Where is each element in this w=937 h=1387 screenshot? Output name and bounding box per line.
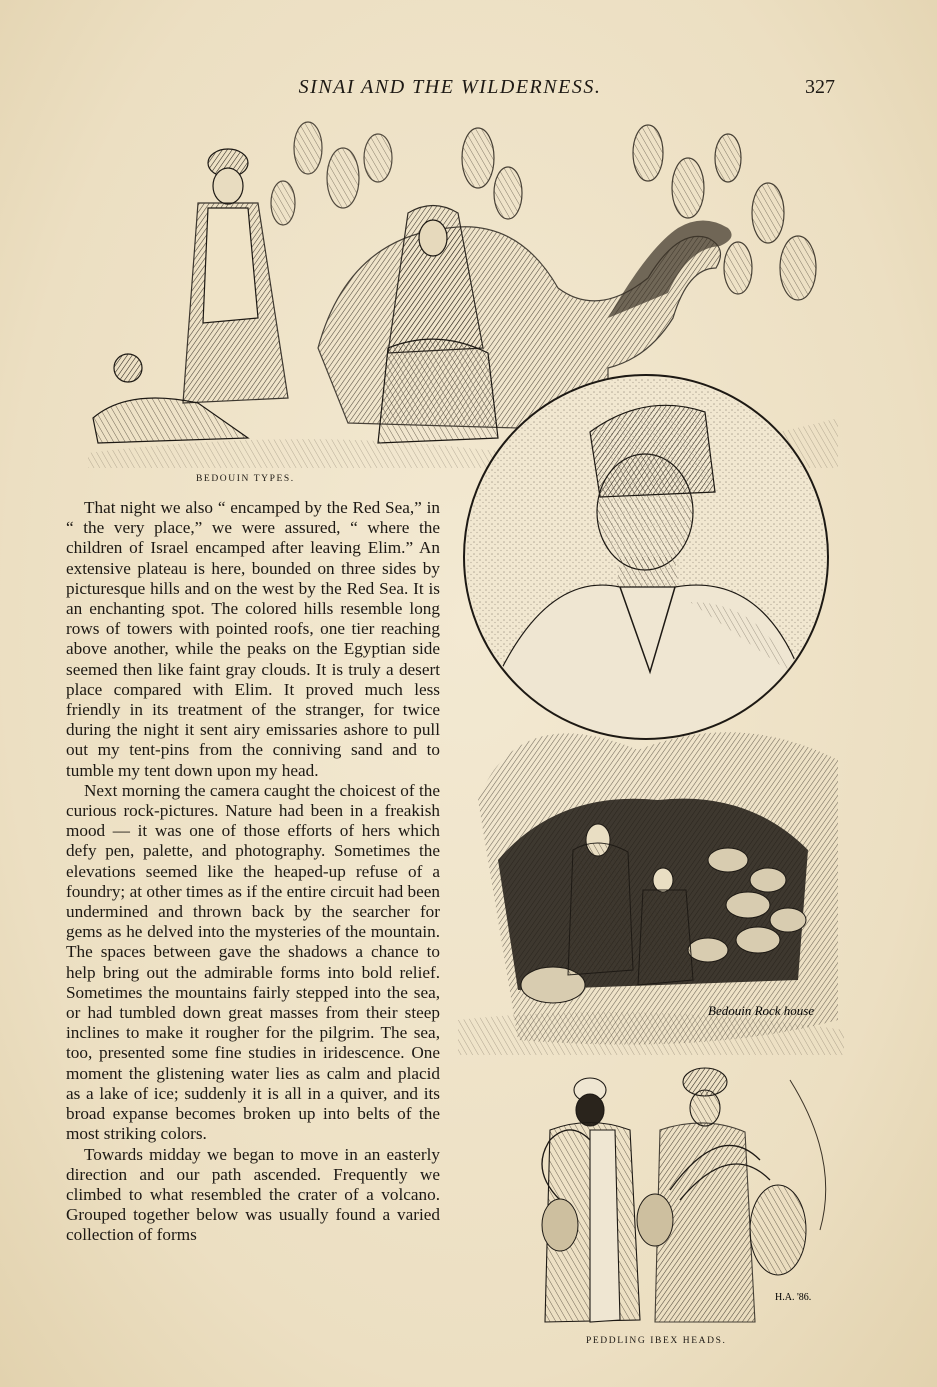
ibex-heads-caption: PEDDLING IBEX HEADS.: [586, 1336, 727, 1346]
artist-signature: H.A. '86.: [775, 1292, 812, 1303]
running-title: SINAI AND THE WILDERNESS.: [298, 76, 602, 98]
ibex-heads-illustration: [520, 1060, 840, 1330]
rock-house-illustration: [458, 640, 844, 1055]
body-text-column: [66, 498, 440, 1246]
paragraph-2: Next morning the camera caught the choicest of the curious rock-pictures. Nature had been in a freakish mood — it was one of those efforts of hers which defy pen, palette, and photography. Sometimes the elevations seemed like the heaped-up refuse of a foundry; at other times as if the entire circuit had been undermined and thrown back by the searcher for gems as he delved into the mysteries of the mountain. The spaces between gave the shadows a chance to help bring out the admirable forms into bold relief. Sometimes the mountains fairly stepped into the sea, or had tumbled down great masses from their steep inclines to make it rougher for the pilgrim. The sea, too, presented some fine studies in iridescence. One moment the glistening water lies as calm and placid as a lake of ice; suddenly it is all in a quiver, and its broad expanse becomes broken up into belts of the most striking colors.: [66, 780, 440, 1144]
rock-house-inscription: Bedouin Rock house: [708, 1003, 815, 1018]
paragraph-3: Towards midday we began to move in an easterly direction and our path ascended. Frequently we climbed to what resembled the crater of a volcano. Grouped together below was usually found a varied collection of forms: [66, 1144, 440, 1245]
page-number: 327: [805, 76, 835, 98]
paragraph-1: That night we also “ encamped by the Red Sea,” in “ the very place,” we were assured, “ where the children of Israel encamped after leaving Elim.” An extensive plateau is here, bounded on three sides by picturesque hills and on the west by the Red Sea. It is an enchanting spot. The colored hills resemble long rows of towers with pointed roofs, one tier reaching above another, while the peaks on the Egyptian side seemed then like faint gray clouds. It is truly a desert place compared with Elim. It proved much less friendly in its treatment of the stranger, for twice during the night it sent airy emissaries ashore to pull out my tent-pins from the conniving sand and to tumble my tent down upon my head.: [66, 498, 440, 780]
bedouin-types-caption: BEDOUIN TYPES.: [196, 474, 295, 484]
